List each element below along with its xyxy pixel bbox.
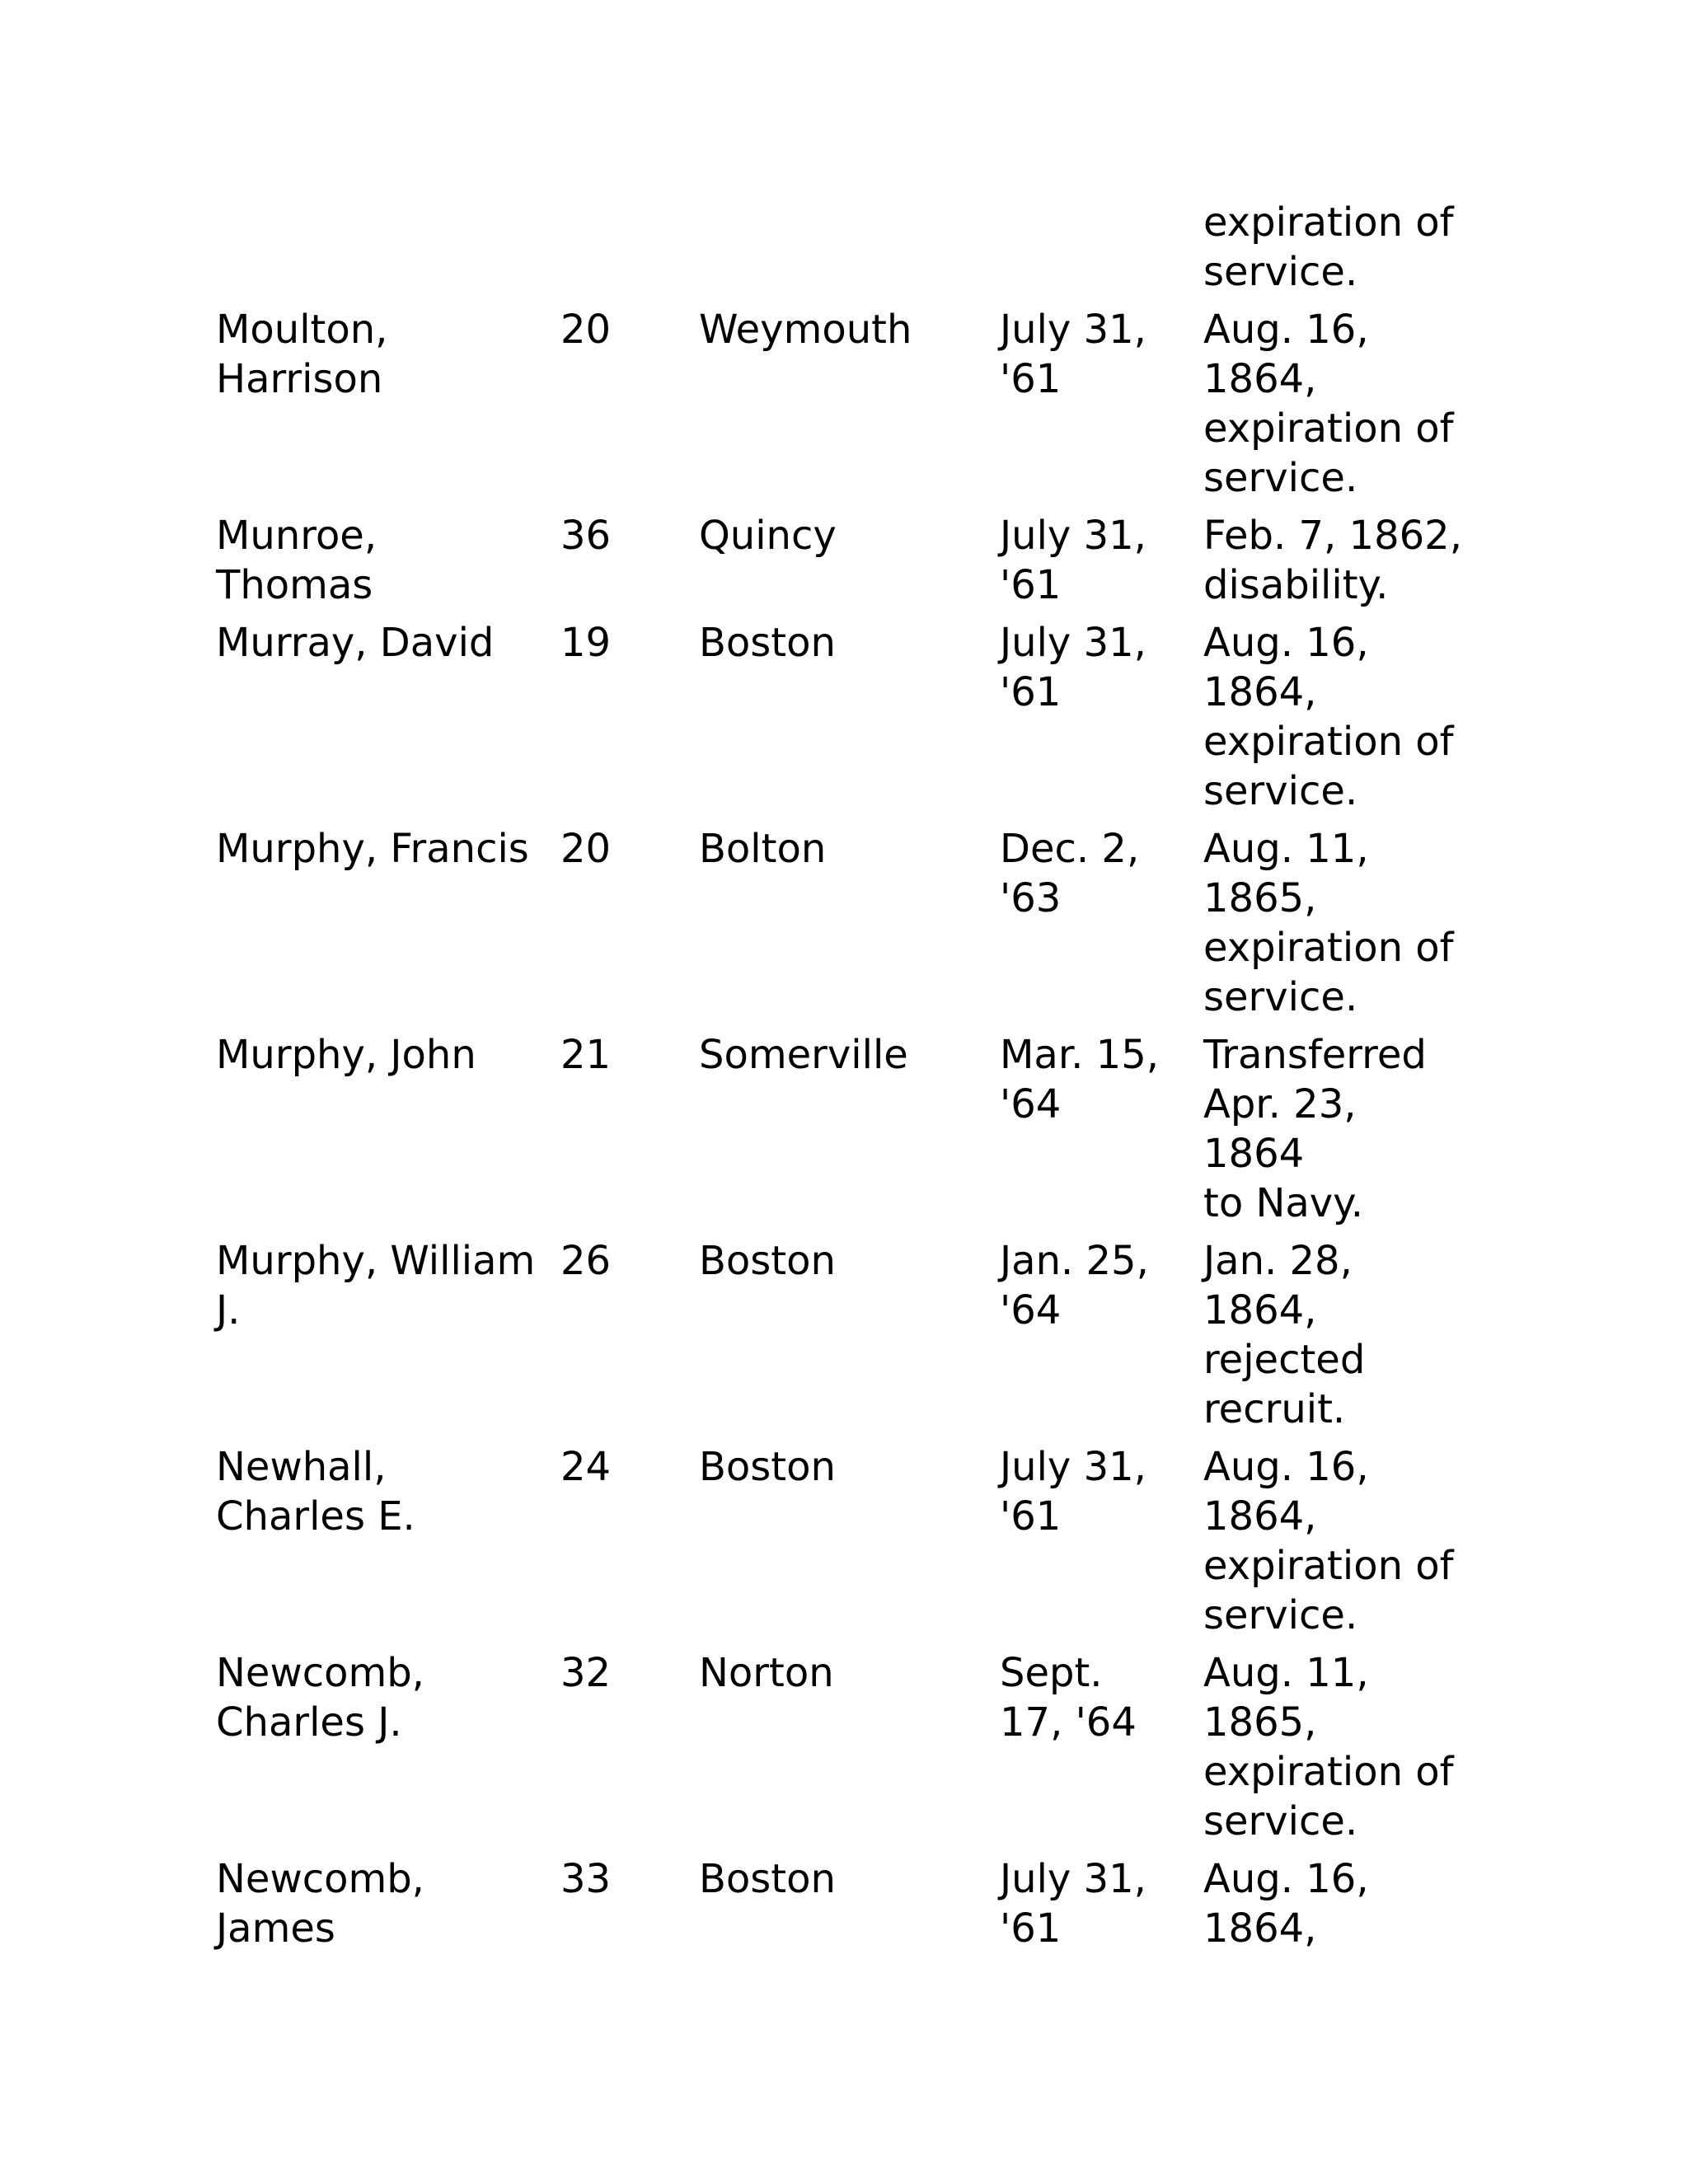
- age-cell: 36: [560, 513, 612, 559]
- table-row: [216, 1854, 1502, 1953]
- name-cell: Newcomb, Charles J.: [216, 1650, 424, 1746]
- termination-cell: Aug. 11, 1865, expiration of service.: [1203, 1650, 1454, 1844]
- termination-cell: Aug. 11, 1865, expiration of service.: [1203, 826, 1454, 1020]
- table-row: [216, 618, 1502, 816]
- muster-date-cell: Sept. 17, '64: [1000, 1650, 1137, 1746]
- residence-cell: Boston: [699, 1444, 836, 1490]
- residence-cell: Somerville: [699, 1032, 908, 1078]
- residence-cell: Bolton: [699, 826, 827, 872]
- name-cell: Newhall, Charles E.: [216, 1444, 415, 1540]
- muster-date-cell: Dec. 2, '63: [1000, 826, 1140, 921]
- age-cell: 33: [560, 1856, 612, 1902]
- termination-cell: Transferred Apr. 23, 1864 to Navy.: [1203, 1032, 1427, 1226]
- table-row: [216, 511, 1502, 610]
- termination-cell: Jan. 28, 1864, rejected recruit.: [1203, 1238, 1366, 1432]
- termination-cell: Aug. 16, 1864,: [1203, 1856, 1369, 1952]
- termination-cell: Aug. 16, 1864, expiration of service.: [1203, 307, 1454, 501]
- table-row: [216, 305, 1502, 503]
- muster-date-cell: Jan. 25, '64: [1000, 1238, 1149, 1333]
- table-row: [216, 1236, 1502, 1434]
- muster-date-cell: July 31, '61: [1000, 1856, 1146, 1952]
- table-row: [216, 824, 1502, 1022]
- termination-cell: expiration of service.: [1203, 199, 1454, 295]
- residence-cell: Quincy: [699, 513, 837, 559]
- age-cell: 20: [560, 307, 612, 353]
- muster-date-cell: July 31, '61: [1000, 307, 1146, 402]
- muster-date-cell: July 31, '61: [1000, 513, 1146, 608]
- muster-date-cell: July 31, '61: [1000, 1444, 1146, 1540]
- name-cell: Murphy, John: [216, 1032, 476, 1078]
- name-cell: Munroe, Thomas: [216, 513, 377, 608]
- roster-table: [216, 198, 1502, 1953]
- termination-cell: Feb. 7, 1862, disability.: [1203, 513, 1462, 608]
- name-cell: Newcomb, James: [216, 1856, 424, 1952]
- age-cell: 19: [560, 620, 612, 666]
- residence-cell: Weymouth: [699, 307, 912, 353]
- muster-date-cell: Mar. 15, '64: [1000, 1032, 1160, 1127]
- age-cell: 26: [560, 1238, 612, 1284]
- residence-cell: Boston: [699, 1238, 836, 1284]
- age-cell: 20: [560, 826, 612, 872]
- age-cell: 21: [560, 1032, 612, 1078]
- muster-date-cell: July 31, '61: [1000, 620, 1146, 715]
- termination-cell: Aug. 16, 1864, expiration of service.: [1203, 620, 1454, 814]
- name-cell: Murphy, William J.: [216, 1238, 536, 1333]
- age-cell: 32: [560, 1650, 612, 1696]
- table-row: [216, 1648, 1502, 1846]
- residence-cell: Boston: [699, 620, 836, 666]
- name-cell: Moulton, Harrison: [216, 307, 388, 402]
- age-cell: 24: [560, 1444, 612, 1490]
- residence-cell: Boston: [699, 1856, 836, 1902]
- table-row: [216, 1442, 1502, 1640]
- table-row: [216, 1030, 1502, 1228]
- residence-cell: Norton: [699, 1650, 834, 1696]
- table-row: [216, 198, 1502, 297]
- name-cell: Murphy, Francis: [216, 826, 529, 872]
- termination-cell: Aug. 16, 1864, expiration of service.: [1203, 1444, 1454, 1638]
- name-cell: Murray, David: [216, 620, 495, 666]
